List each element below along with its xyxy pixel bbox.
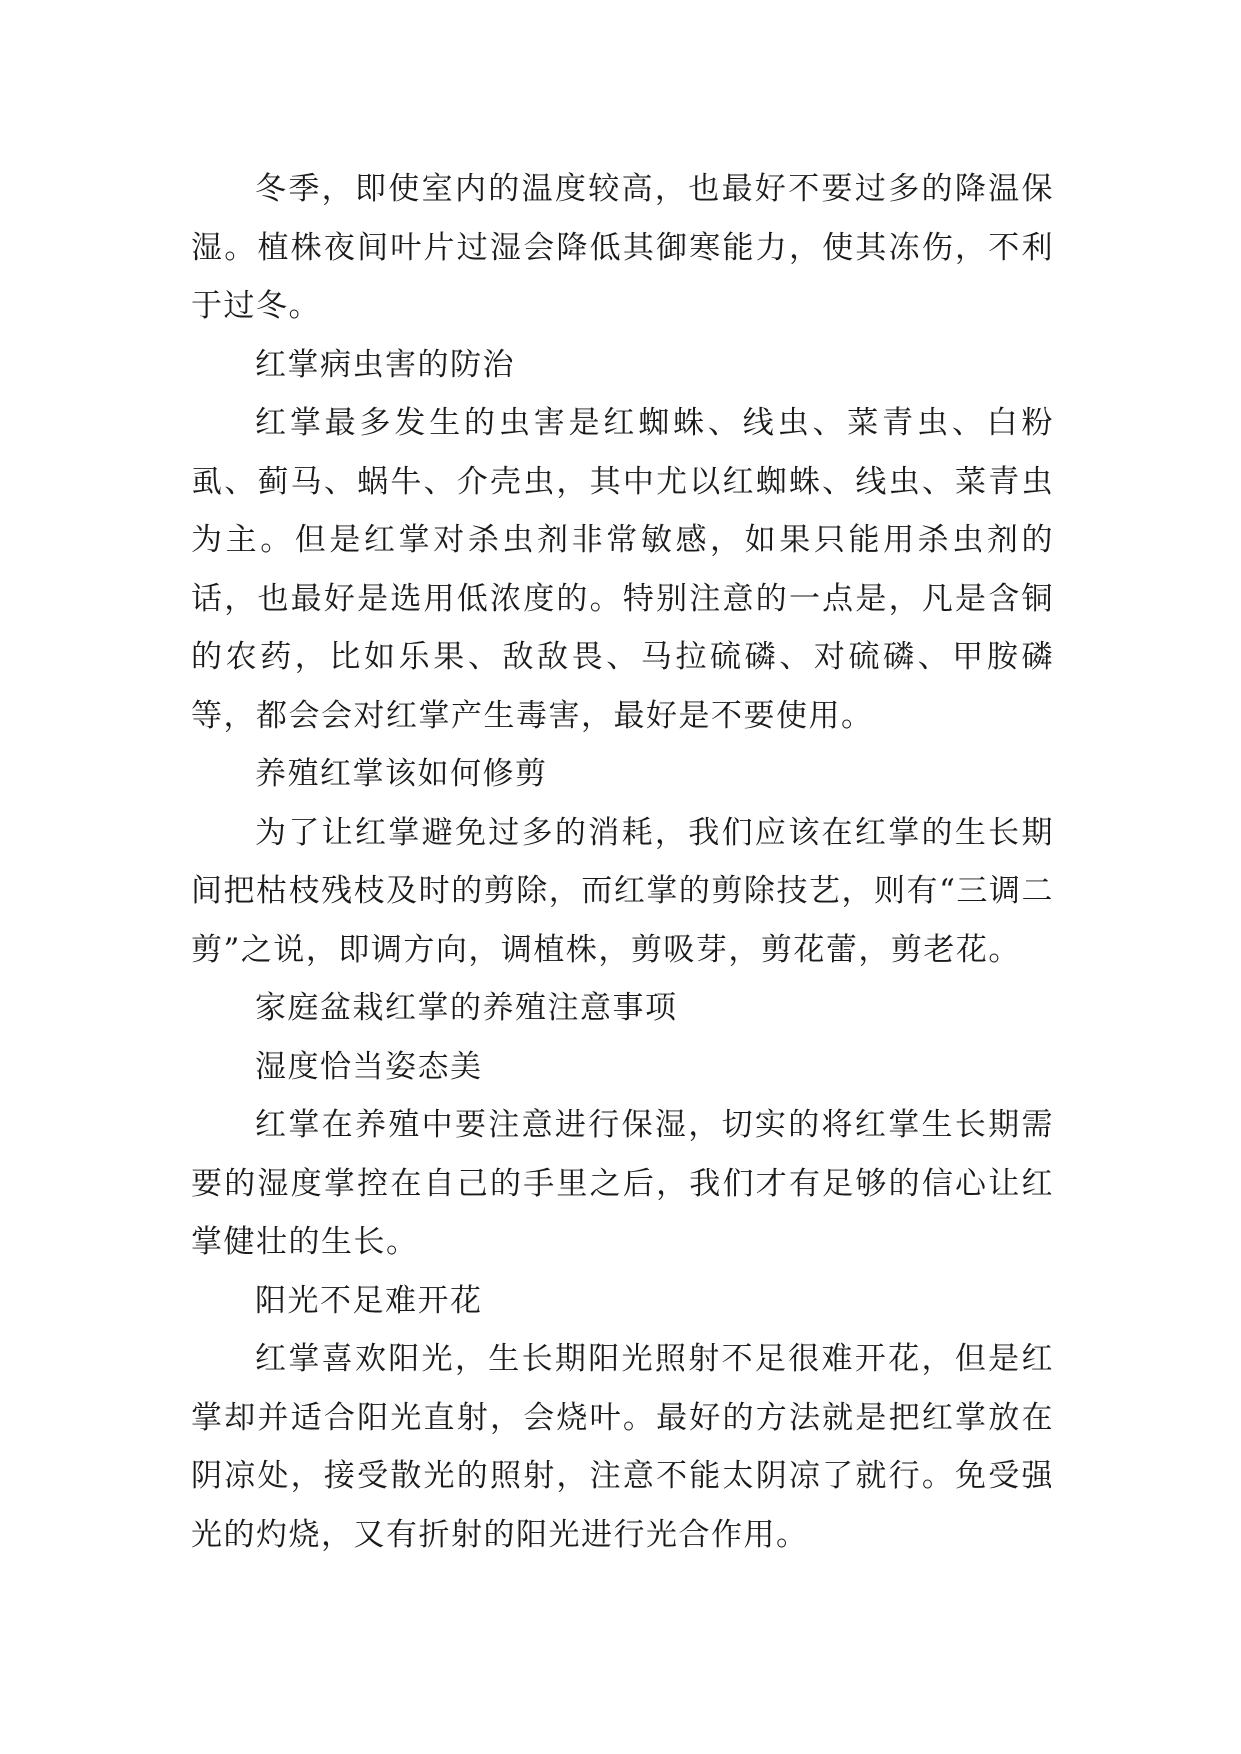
paragraph-sunlight: 红掌喜欢阳光，生长期阳光照射不足很难开花，但是红掌却并适合阳光直射，会烧叶。最好的方法就是把红掌放在阴凉处，接受散光的照射，注意不能太阴凉了就行。免受强光的灼烧，又有折射的阳光进行光合作用。 [191,1341,1054,1553]
paragraph-pests: 红掌最多发生的虫害是红蜘蛛、线虫、菜青虫、白粉虱、蓟马、蜗牛、介壳虫，其中尤以红蜘蛛、线虫、菜青虫为主。但是红掌对杀虫剂非常敏感，如果只能用杀虫剂的话，也最好是选用低浓度的。特别注意的一点是，凡是含铜的农药，比如乐果、敌敌畏、马拉硫磷、对硫磷、甲胺磷等，都会会对红掌产生毒害，最好是不要使用。 [191,405,1054,734]
heading-sunlight: 阳光不足难开花 [255,1282,483,1319]
paragraph-winter-humidity: 冬季，即使室内的温度较高，也最好不要过多的降温保湿。植株夜间叶片过湿会降低其御寒能力，使其冻伤，不利于过冬。 [191,171,1054,324]
heading-home-care: 家庭盆栽红掌的养殖注意事项 [255,990,678,1026]
heading-pest-control: 红掌病虫害的防治 [255,346,515,383]
paragraph-pruning: 为了让红掌避免过多的消耗，我们应该在红掌的生长期间把枯枝残枝及时的剪除，而红掌的剪除技艺，则有“三调二剪”之说，即调方向，调植株，剪吸芽，剪花蕾，剪老花。 [191,814,1054,968]
heading-humidity: 湿度恰当姿态美 [255,1048,483,1085]
paragraph-humidity: 红掌在养殖中要注意进行保湿，切实的将红掌生长期需要的湿度掌控在自己的手里之后，我们才有足够的信心让红掌健壮的生长。 [191,1107,1054,1260]
heading-pruning: 养殖红掌该如何修剪 [255,756,548,792]
document-body [191,160,1054,1564]
